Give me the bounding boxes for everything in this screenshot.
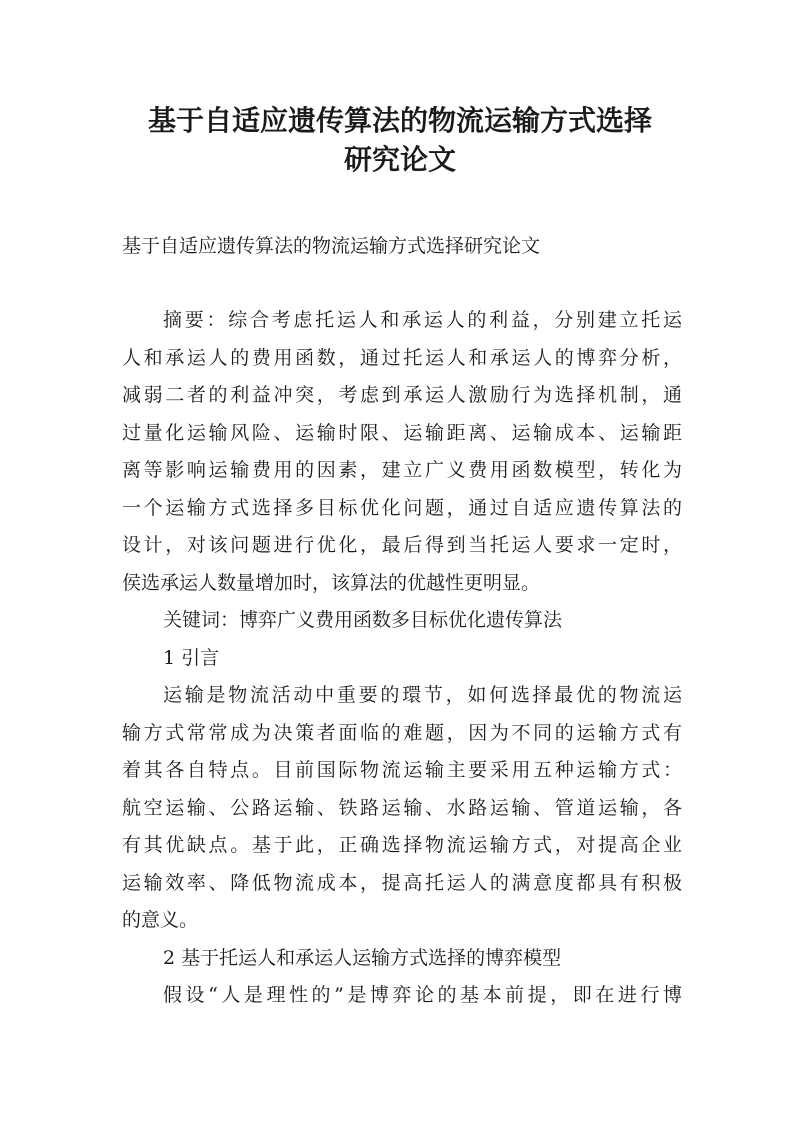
abstract-line: 过量化运输风险、运输时限、运输距离、运输成本、运输距	[122, 422, 682, 444]
section-1-line: 着其各自特点。目前国际物流运输主要采用五种运输方式：	[122, 759, 682, 781]
document-title-line-1: 基于自适应遗传算法的物流运输方式选择	[147, 104, 652, 137]
document-title-line-2: 研究论文	[343, 143, 456, 176]
section-1-line: 航空运输、公路运输、铁路运输、水路运输、管道运输，各	[122, 797, 682, 819]
section-1-line: 运输是物流活动中重要的環节，如何选择最优的物流运	[163, 684, 682, 706]
document-subtitle: 基于自适应遗传算法的物流运输方式选择研究论文	[122, 235, 541, 257]
section-1-heading: 1 引言	[163, 647, 220, 669]
section-1-line: 输方式常常成为决策者面临的难题，因为不同的运输方式有	[122, 722, 682, 744]
abstract-line: 侯选承运人数量增加时，该算法的优越性更明显。	[122, 572, 541, 594]
abstract-line: 离等影响运输费用的因素，建立广义费用函数模型，转化为	[122, 459, 682, 481]
abstract-line: 一个运输方式选择多目标优化问题，通过自适应遗传算法的	[122, 497, 682, 519]
abstract-line: 设计，对该问题进行优化，最后得到当托运人要求一定时，	[122, 534, 682, 556]
section-1-line: 有其优缺点。基于此，正确选择物流运输方式，对提高企业	[122, 834, 682, 856]
abstract-line: 人和承运人的费用函数，通过托运人和承运人的博弈分析，	[122, 347, 682, 369]
section-1-line: 运输效率、降低物流成本，提高托运人的满意度都具有积极	[122, 872, 682, 894]
section-1-line: 的意义。	[122, 909, 199, 931]
abstract-line: 减弱二者的利益冲突，考虑到承运人激励行为选择机制，通	[122, 384, 682, 406]
abstract-line: 摘要：综合考虑托运人和承运人的利益，分别建立托运	[163, 309, 682, 331]
keywords: 关键词：博弈广义费用函数多目标优化遗传算法	[163, 609, 563, 631]
section-2-line: 假设“人是理性的”是博弈论的基本前提，即在进行博	[163, 984, 682, 1006]
section-2-heading: 2 基于托运人和承运人运输方式选择的博弈模型	[163, 947, 562, 969]
